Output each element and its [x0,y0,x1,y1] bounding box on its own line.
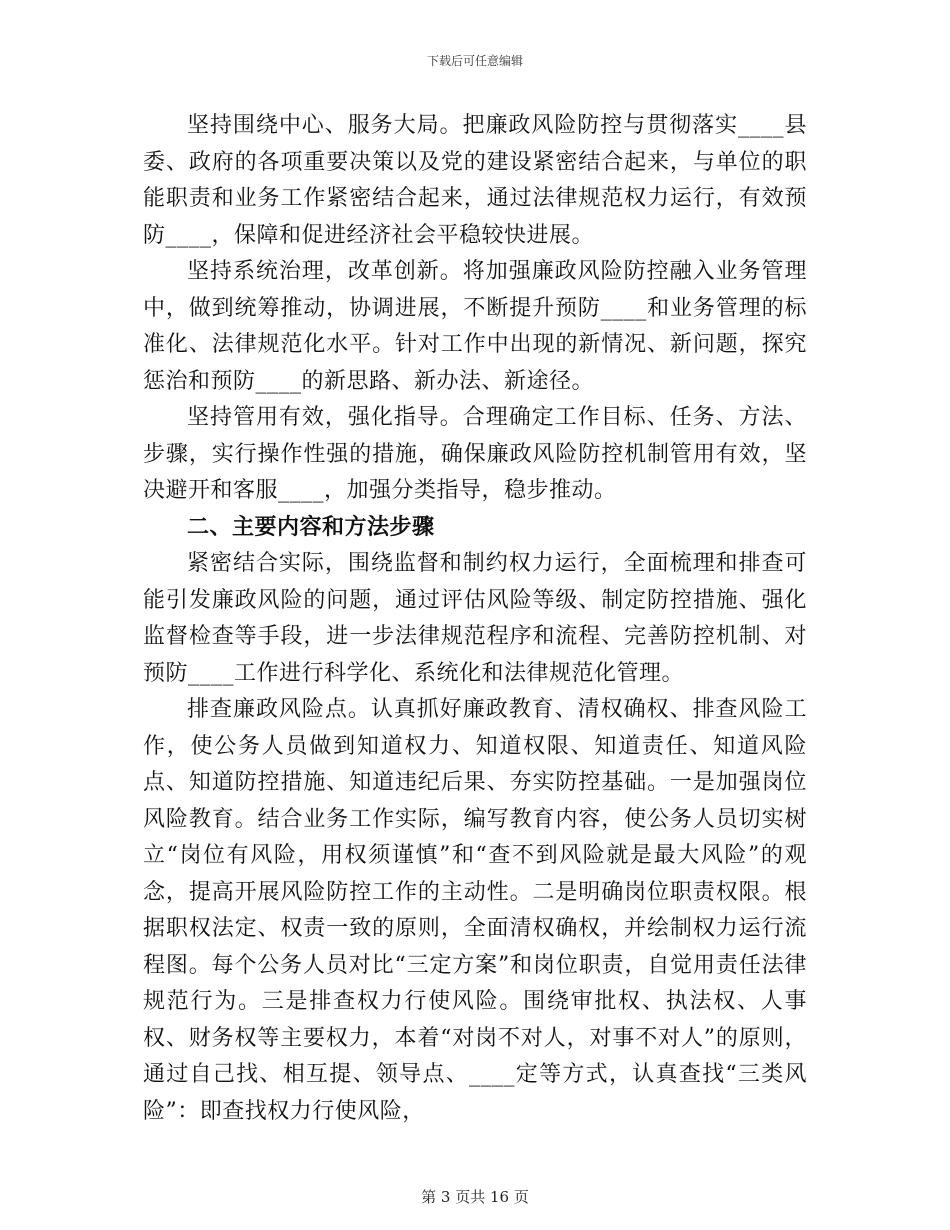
page-header: 下载后可任意编辑 [426,54,523,68]
page-number: 第 3 页共 16 页 [421,1188,529,1206]
paragraph-main-content-intro: 紧密结合实际，围绕监督和制约权力运行，全面梳理和排查可能引发廉政风险的问题，通过评估风险等级、制定防控措施、强化监督检查等手段，进一步法律规范程序和流程、完善防控机制、对预防____工作进行科学化、系统化和法律规范化管理。 [143,551,807,686]
paragraph-practical-effect: 坚持管用有效，强化指导。合理确定工作目标、任务、方法、步骤，实行操作性强的措施，确保廉政风险防控机制管用有效，坚决避开和客服____，加强分类指导，稳步推动。 [143,405,807,503]
paragraph-risk-investigation: 排查廉政风险点。认真抓好廉政教育、清权确权、排查风险工作，使公务人员做到知道权力、知道权限、知道责任、知道风险点、知道防控措施、知道违纪后果、夯实防控基础。一是加强岗位风险教育。结合业务工作实际，编写教育内容，使公务人员切实树立“岗位有风险，用权须谨慎”和“查不到风险就是最大风险”的观念，提高开展风险防控工作的主动性。二是明确岗位职责权限。根据职权法定、权责一致的原则，全面清权确权，并绘制权力运行流程图。每个公务人员对比“三定方案”和岗位职责，自觉用责任法律规范行为。三是排查权力行使风险。围绕审批权、执法权、人事权、财务权等主要权力，本着“对岗不对人，对事不对人”的原则，通过自己找、相互提、领导点、____定等方式，认真查找“三类风险”：即查找权力行使风险， [143,697,807,1124]
document-body [143,108,807,1130]
paragraph-center-service: 坚持围绕中心、服务大局。把廉政风险防控与贯彻落实____县委、政府的各项重要决策以及党的建设紧密结合起来，与单位的职能职责和业务工作紧密结合起来，通过法律规范权力运行，有效预防____，保障和促进经济社会平稳较快进展。 [143,113,807,248]
section-heading-main-content: 二、主要内容和方法步骤 [187,514,435,540]
paragraph-system-governance: 坚持系统治理，改革创新。将加强廉政风险防控融入业务管理中，做到统筹推动，协调进展，不断提升预防____和业务管理的标准化、法律规范化水平。针对工作中出现的新情况、新问题，探究惩治和预防____的新思路、新办法、新途径。 [143,259,807,394]
